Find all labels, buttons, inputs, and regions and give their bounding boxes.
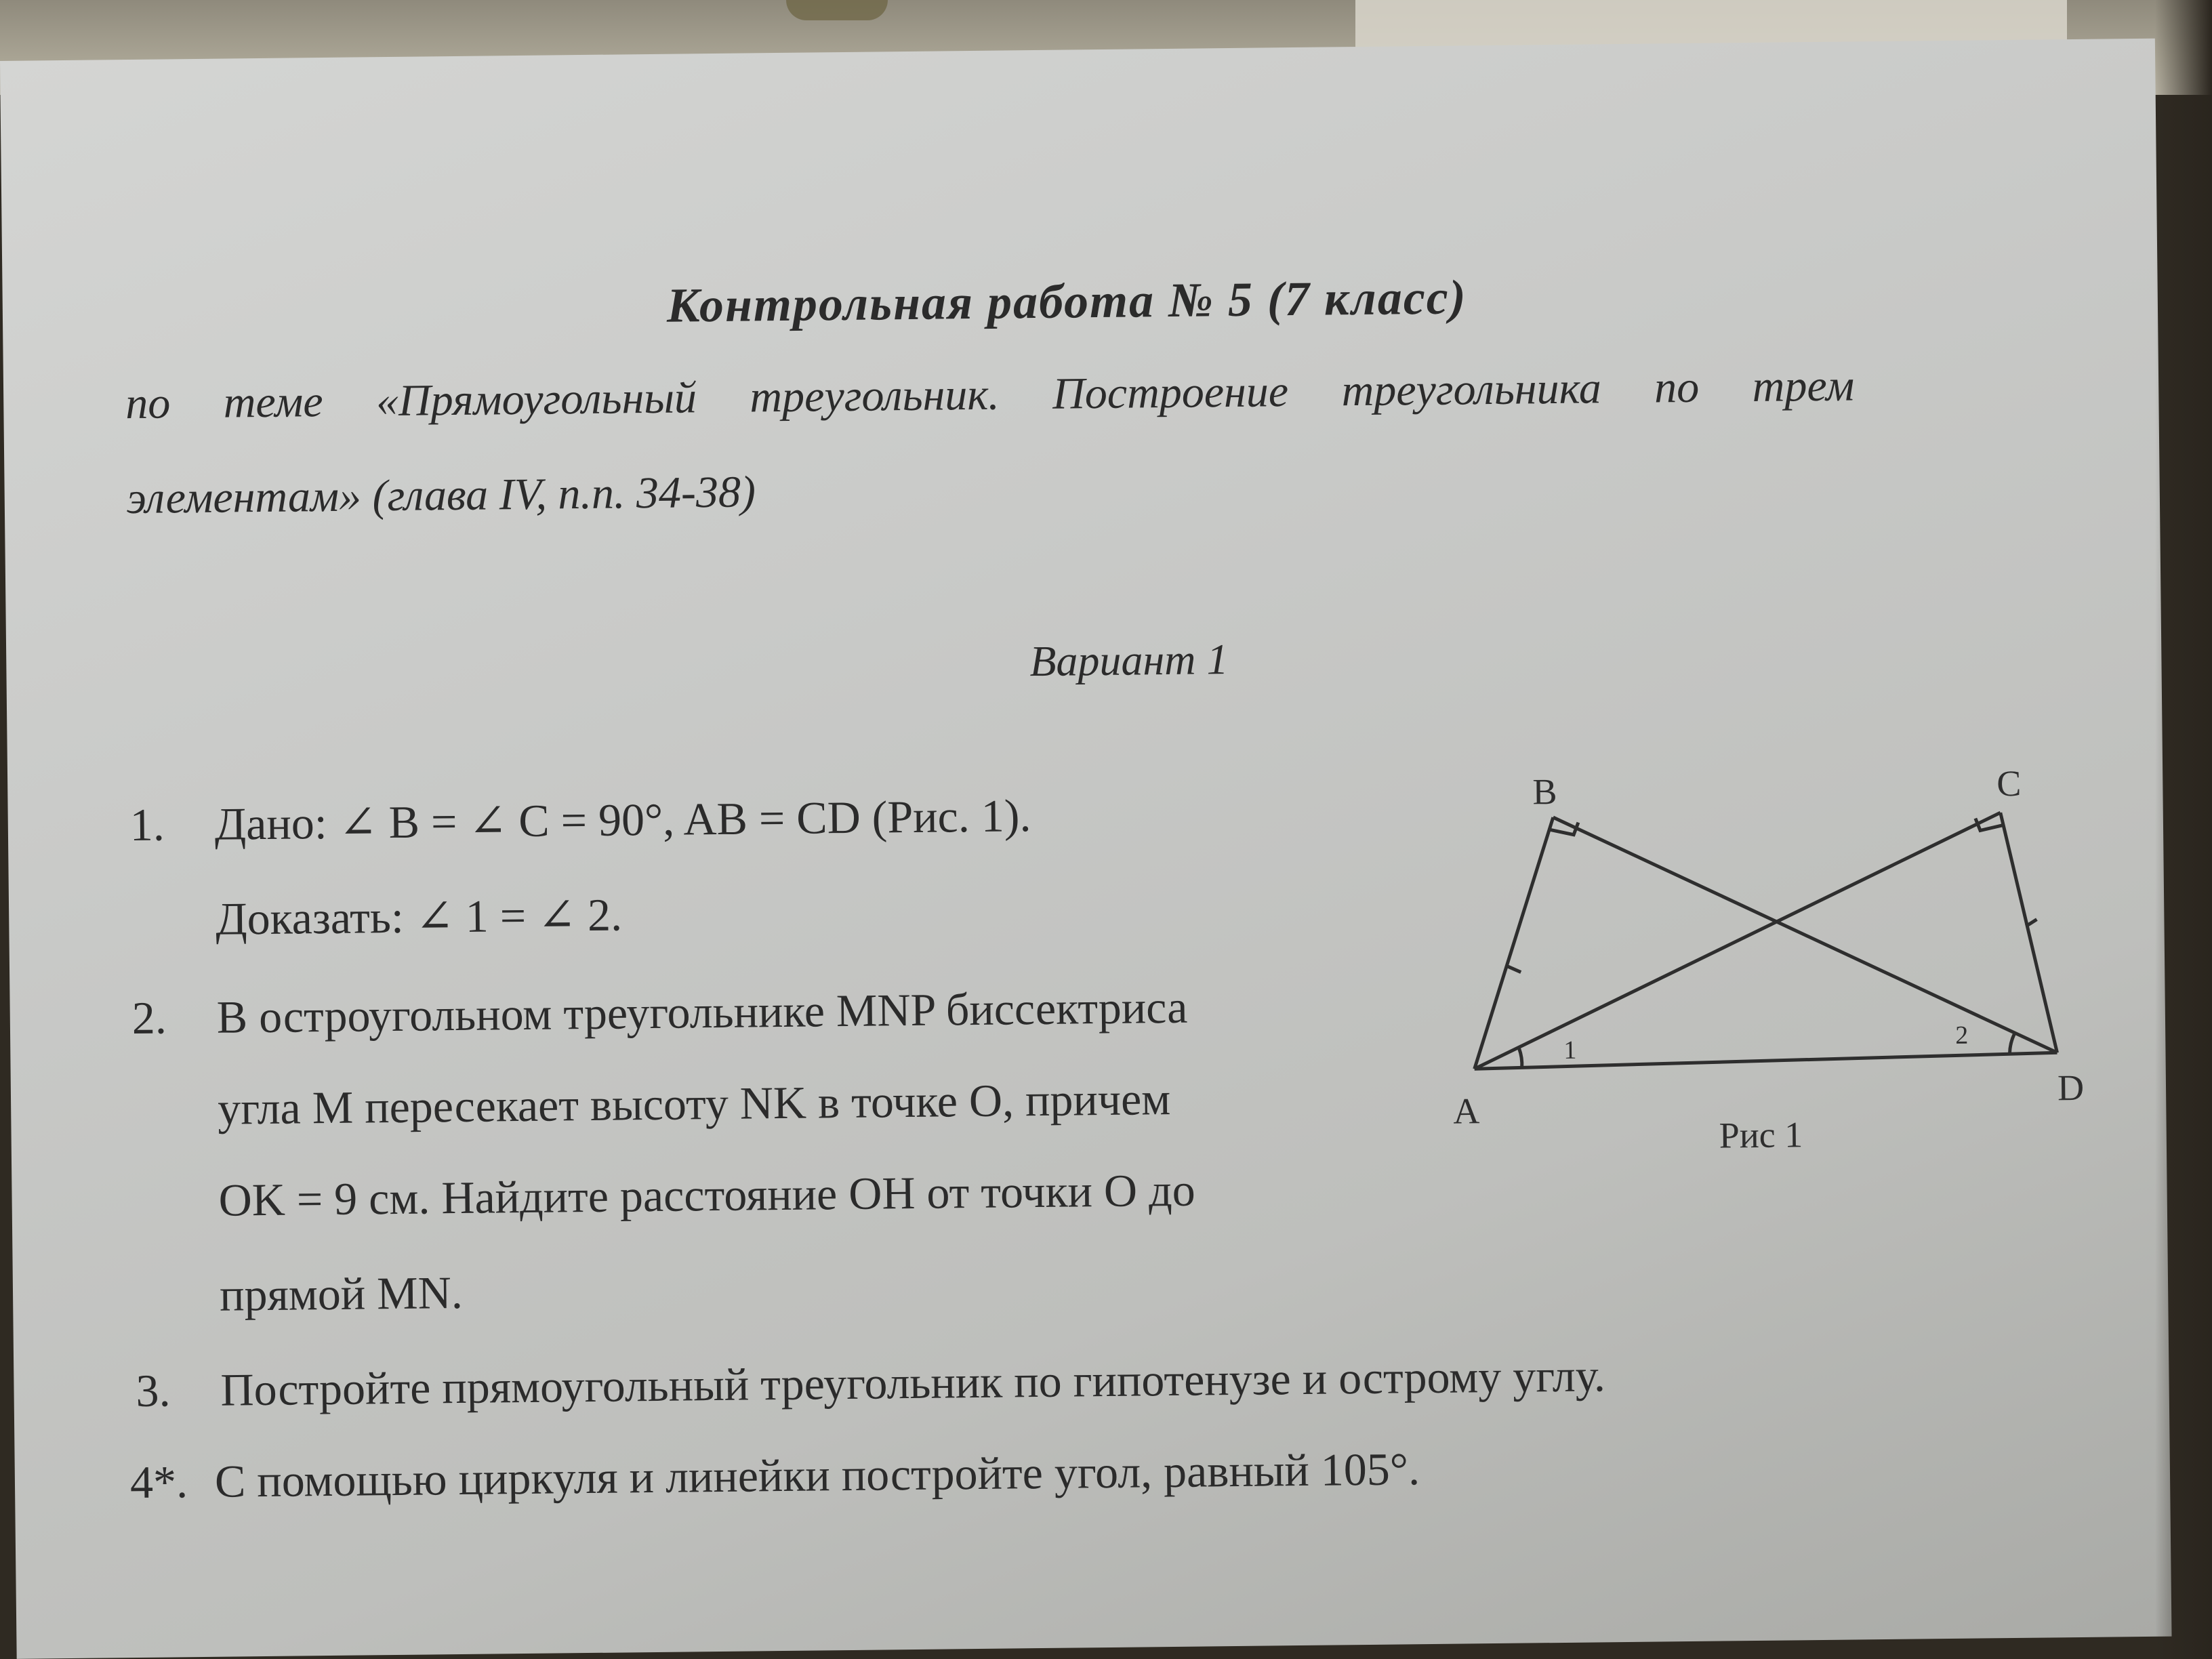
segment-ad xyxy=(1475,1052,2057,1069)
problem-4-number: 4*. xyxy=(129,1456,188,1509)
test-sheet xyxy=(0,39,2172,1659)
problem-4-line-1: С помощью циркуля и линейки постройте угол, равный 105°. xyxy=(214,1443,1420,1507)
segment-ab xyxy=(1472,817,1556,1069)
point-label-c: C xyxy=(1996,762,2022,804)
tick-mark-ab xyxy=(1506,966,1521,972)
problem-1-line-1: Дано: ∠ B = ∠ C = 90°, AB = CD (Рис. 1). xyxy=(214,790,1031,850)
angle-label-2: 2 xyxy=(1954,1021,1969,1050)
diagonal-bd xyxy=(1553,812,2057,1058)
problem-1-number: 1. xyxy=(129,798,165,851)
problem-2-line-2: угла M пересекает высоту NK в точке O, причем xyxy=(217,1072,1171,1134)
angle-arc-2 xyxy=(2009,1033,2015,1054)
problem-3-number: 3. xyxy=(136,1364,171,1417)
page-title: Контрольная работа № 5 (7 класс) xyxy=(666,270,1467,333)
diagonal-ac xyxy=(1472,813,2003,1069)
problem-2-number: 2. xyxy=(131,991,167,1044)
variant-heading: Вариант 1 xyxy=(1029,635,1229,686)
topic-line-2: элементам» (глава IV, п.п. 34-38) xyxy=(126,467,756,524)
point-label-a: A xyxy=(1453,1090,1480,1132)
point-label-b: B xyxy=(1532,771,1557,813)
angle-arc-1 xyxy=(1519,1048,1521,1068)
segment-cd xyxy=(2001,812,2057,1053)
problem-3-line-1: Постройте прямоугольный треугольник по гипотенузе и острому углу. xyxy=(220,1349,1606,1416)
desk-object xyxy=(786,0,888,20)
edge-shadow xyxy=(2155,0,2212,1659)
angle-label-1: 1 xyxy=(1563,1036,1577,1065)
problem-1-line-2: Доказать: ∠ 1 = ∠ 2. xyxy=(215,888,623,945)
point-label-d: D xyxy=(2057,1067,2085,1109)
problem-2-line-3: OK = 9 см. Найдите расстояние OH от точки O до xyxy=(218,1164,1196,1226)
figure-caption: Рис 1 xyxy=(1719,1114,1803,1156)
problem-2-line-1: В остроугольном треугольнике MNP биссектриса xyxy=(216,981,1188,1043)
problem-2-line-4: прямой MN. xyxy=(219,1266,464,1321)
figure-1-quadrilateral xyxy=(1417,744,2100,1185)
topic-line-1: по теме «Прямоугольный треугольник. Построение треугольника по трем xyxy=(125,361,1855,429)
